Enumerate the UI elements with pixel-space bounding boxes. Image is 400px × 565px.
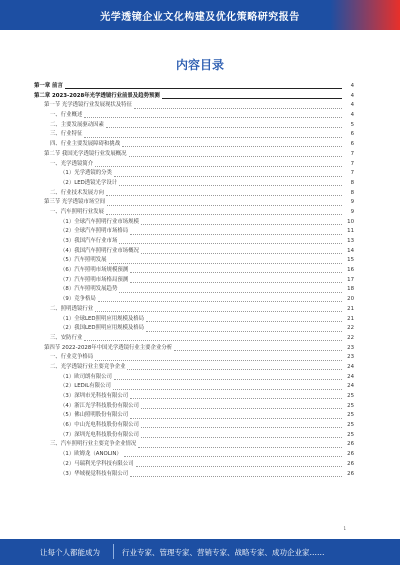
- toc-entry-label: （1）光学透镜的分类: [60, 169, 113, 179]
- toc-entry-label: （1）欧司朗有限公司: [60, 373, 113, 383]
- toc-entry[interactable]: [34, 353, 354, 363]
- toc-entry-page: 7: [350, 170, 354, 177]
- toc-entry-label: （9）竞争格局: [60, 295, 97, 305]
- toc-entry[interactable]: [34, 208, 354, 218]
- toc-leader-dots: [141, 436, 342, 438]
- toc-entry-label: 二、光学透镜行业主要竞争企业: [50, 363, 126, 373]
- toc-leader-dots: [113, 388, 342, 390]
- report-title: 光学透镜企业文化构建及优化策略研究报告: [100, 12, 300, 23]
- toc-entry-page: 26: [347, 470, 354, 477]
- toc-entry[interactable]: [34, 218, 354, 228]
- toc-entry[interactable]: [34, 334, 354, 344]
- footer-divider: [113, 544, 114, 559]
- toc-entry-label: 一、行业概述: [50, 111, 83, 121]
- toc-entry-page: 25: [347, 422, 354, 429]
- toc-entry-page: 7: [350, 160, 354, 167]
- toc-leader-dots: [162, 97, 342, 99]
- toc-entry-label: （5）汽车照明发展: [60, 256, 108, 266]
- toc-entry-page: 13: [347, 238, 354, 244]
- toc-leader-dots: [134, 107, 342, 109]
- footer-slogan-right: 行业专家、管理专家、营销专家、战略专家、成功企业家……: [122, 548, 325, 557]
- toc-entry-page: 17: [347, 276, 354, 283]
- toc-entry-page: 4: [350, 112, 354, 119]
- toc-leader-dots: [130, 281, 342, 283]
- toc-entry-label: 第四节 2022-2028年中国光学透镜行业主要企业分析: [44, 344, 173, 354]
- toc-leader-dots: [130, 397, 342, 399]
- toc-entry-page: 21: [347, 315, 354, 322]
- toc-entry-label: （1）全球汽车照明行业市场规模: [60, 218, 140, 228]
- toc-leader-dots: [84, 339, 342, 341]
- toc-entry[interactable]: [34, 315, 354, 325]
- toc-entry-page: 21: [347, 305, 354, 312]
- toc-entry[interactable]: [34, 411, 354, 421]
- table-of-contents: [34, 82, 354, 479]
- toc-entry[interactable]: [34, 276, 354, 286]
- toc-entry[interactable]: [34, 101, 354, 111]
- toc-entry-label: 二、主要发展驱动因素: [50, 121, 105, 131]
- toc-entry-label: （3）华域视觉科技有限公司: [60, 470, 129, 480]
- toc-entry-page: 7: [350, 150, 354, 157]
- toc-entry-page: 18: [347, 286, 354, 293]
- toc-leader-dots: [129, 155, 342, 157]
- toc-entry-page: 26: [347, 441, 354, 448]
- toc-entry-label: （3）我国汽车行业市场: [60, 237, 118, 247]
- toc-entry-label: 二、照明透镜行业: [50, 305, 94, 315]
- toc-entry[interactable]: [34, 470, 354, 480]
- toc-entry-page: 8: [350, 179, 354, 186]
- toc-leader-dots: [98, 300, 342, 302]
- toc-entry[interactable]: [34, 382, 354, 392]
- toc-leader-dots: [130, 417, 342, 419]
- toc-entry-page: 26: [347, 460, 354, 467]
- toc-leader-dots: [136, 465, 342, 467]
- toc-entry-page: 4: [350, 83, 354, 89]
- toc-entry[interactable]: [34, 440, 354, 450]
- toc-entry[interactable]: [34, 247, 354, 257]
- toc-entry-label: 三、汽车照明行业主要竞争企业情况: [50, 440, 137, 450]
- toc-leader-dots: [107, 204, 342, 206]
- toc-entry-page: 24: [347, 373, 354, 380]
- toc-entry-label: （3）深圳市光科技有限公司: [60, 392, 129, 402]
- toc-entry[interactable]: [34, 295, 354, 305]
- toc-entry-page: 25: [347, 412, 354, 419]
- toc-entry-label: 第一章 前言: [34, 82, 64, 92]
- toc-entry-page: 6: [350, 131, 354, 138]
- toc-entry-page: 8: [350, 189, 354, 196]
- toc-leader-dots: [95, 359, 342, 361]
- toc-entry[interactable]: [34, 344, 354, 354]
- toc-leader-dots: [84, 136, 342, 138]
- toc-leader-dots: [146, 330, 342, 332]
- toc-heading: 内容目录: [175, 58, 224, 72]
- toc-entry[interactable]: [34, 179, 354, 189]
- toc-leader-dots: [122, 145, 342, 147]
- toc-entry-label: 一、行业竞争格局: [50, 353, 94, 363]
- toc-entry-label: （2）我国LED照明应用规模及格局: [60, 324, 145, 334]
- toc-entry-label: （2）LED透镜光学设计: [60, 179, 118, 189]
- toc-leader-dots: [130, 233, 342, 235]
- toc-entry-page: 4: [350, 92, 354, 99]
- toc-entry[interactable]: [34, 305, 354, 315]
- footer-slogan-left: 让每个人都能成为: [40, 548, 100, 557]
- toc-entry[interactable]: [34, 130, 354, 140]
- toc-leader-dots: [114, 378, 342, 380]
- toc-leader-dots: [106, 126, 342, 128]
- toc-entry[interactable]: [34, 227, 354, 237]
- toc-entry[interactable]: [34, 82, 354, 92]
- footer-bar: [0, 539, 400, 565]
- toc-entry-label: 三、行业特征: [50, 130, 83, 140]
- toc-entry[interactable]: [34, 431, 354, 441]
- toc-entry[interactable]: [34, 266, 354, 276]
- toc-leader-dots: [65, 87, 342, 89]
- toc-entry[interactable]: [34, 111, 354, 121]
- toc-entry-label: 第一节 光学透镜行业发展现状及特征: [44, 101, 133, 111]
- toc-entry-page: 14: [347, 247, 354, 254]
- toc-entry-label: 第二节 我国光学透镜行业发展概况: [44, 150, 128, 160]
- toc-leader-dots: [119, 291, 342, 293]
- toc-entry-page: 9: [350, 208, 354, 215]
- toc-entry-page: 22: [347, 325, 354, 332]
- toc-entry-label: （1）欧姆龙（ANOLIN）: [60, 450, 123, 460]
- toc-entry-label: 一、光学透镜简介: [50, 160, 94, 170]
- toc-entry[interactable]: [34, 460, 354, 470]
- toc-leader-dots: [141, 223, 342, 225]
- toc-entry[interactable]: [34, 373, 354, 383]
- toc-entry[interactable]: [34, 363, 354, 373]
- toc-entry-page: 24: [347, 363, 354, 370]
- toc-entry-page: 25: [347, 393, 354, 399]
- toc-entry-label: （6）汽车照明市场规模预测: [60, 266, 129, 276]
- toc-entry[interactable]: [34, 121, 354, 131]
- toc-leader-dots: [95, 165, 342, 167]
- toc-entry[interactable]: [34, 169, 354, 179]
- toc-entry-page: 4: [350, 102, 354, 109]
- header-bar: [0, 0, 400, 30]
- toc-entry-page: 22: [347, 334, 354, 341]
- toc-entry[interactable]: [34, 237, 354, 247]
- toc-leader-dots: [127, 368, 342, 370]
- toc-leader-dots: [138, 446, 342, 448]
- toc-entry-label: （4）我国汽车照明行业市场概况: [60, 247, 140, 257]
- toc-entry-label: （5）佛山照明股份有限公司: [60, 411, 129, 421]
- toc-entry-label: （1）全球LED照明应用规模及格局: [60, 315, 145, 325]
- toc-leader-dots: [106, 213, 342, 215]
- toc-entry-label: 第二章 2023-2028年光学透镜行业前景及趋势预测: [34, 92, 161, 102]
- toc-entry-label: 第三节 光学透镜市场空间: [44, 198, 106, 208]
- toc-entry-page: 25: [347, 431, 354, 438]
- toc-entry-page: 26: [347, 451, 354, 458]
- toc-entry-label: （2）马瑞利光学科技有限公司: [60, 460, 135, 470]
- toc-entry-label: （2）LEDiL有限公司: [60, 382, 112, 392]
- toc-entry-label: （7）深圳光电科技股份有限公司: [60, 431, 140, 441]
- toc-entry[interactable]: [34, 324, 354, 334]
- toc-leader-dots: [106, 194, 342, 196]
- toc-entry-page: 24: [347, 383, 354, 390]
- toc-entry-page: 16: [347, 267, 354, 274]
- toc-entry[interactable]: [34, 256, 354, 266]
- toc-leader-dots: [124, 455, 342, 457]
- toc-entry-label: （2）全球汽车照明市场格局: [60, 227, 129, 237]
- page-number: 1: [343, 526, 346, 531]
- toc-entry-page: 9: [350, 199, 354, 206]
- toc-entry-label: （4）浙江光学科技股份有限公司: [60, 402, 140, 412]
- toc-entry-page: 23: [347, 354, 354, 361]
- toc-entry[interactable]: [34, 140, 354, 150]
- toc-leader-dots: [146, 320, 342, 322]
- toc-leader-dots: [84, 116, 342, 118]
- toc-entry[interactable]: [34, 189, 354, 199]
- toc-entry-page: 6: [350, 141, 354, 148]
- toc-leader-dots: [119, 242, 342, 244]
- toc-leader-dots: [141, 407, 342, 409]
- toc-leader-dots: [114, 175, 342, 177]
- toc-entry[interactable]: [34, 160, 354, 170]
- toc-leader-dots: [95, 310, 342, 312]
- toc-entry-page: 25: [347, 402, 354, 409]
- toc-entry-label: 三、安防行业: [50, 334, 83, 344]
- toc-entry-label: 四、行业主要发展障碍和挑战: [50, 140, 121, 150]
- toc-leader-dots: [119, 184, 342, 186]
- toc-leader-dots: [109, 262, 342, 264]
- toc-leader-dots: [174, 349, 342, 351]
- toc-entry[interactable]: [34, 402, 354, 412]
- toc-entry-page: 11: [347, 228, 354, 235]
- toc-entry[interactable]: [34, 421, 354, 431]
- toc-leader-dots: [141, 426, 342, 428]
- toc-entry-label: （6）中山光电科技股份有限公司: [60, 421, 140, 431]
- toc-leader-dots: [130, 271, 342, 273]
- toc-entry[interactable]: [34, 450, 354, 460]
- toc-leader-dots: [130, 475, 342, 477]
- toc-entry-page: 23: [347, 344, 354, 351]
- toc-entry[interactable]: [34, 198, 354, 208]
- toc-entry-page: 15: [347, 257, 354, 264]
- toc-entry-label: （8）汽车照明发展趋势: [60, 285, 118, 295]
- toc-entry[interactable]: [34, 392, 354, 402]
- toc-entry[interactable]: [34, 92, 354, 102]
- toc-entry[interactable]: [34, 150, 354, 160]
- toc-entry-page: 5: [350, 121, 354, 128]
- toc-entry-label: （7）汽车照明市场格局预测: [60, 276, 129, 286]
- toc-entry-label: 二、行业技术发展方向: [50, 189, 105, 199]
- toc-entry-page: 20: [347, 296, 354, 303]
- toc-entry[interactable]: [34, 285, 354, 295]
- toc-entry-label: 一、汽车照明行业发展: [50, 208, 105, 218]
- toc-entry-page: 10: [347, 218, 354, 225]
- toc-leader-dots: [141, 252, 342, 254]
